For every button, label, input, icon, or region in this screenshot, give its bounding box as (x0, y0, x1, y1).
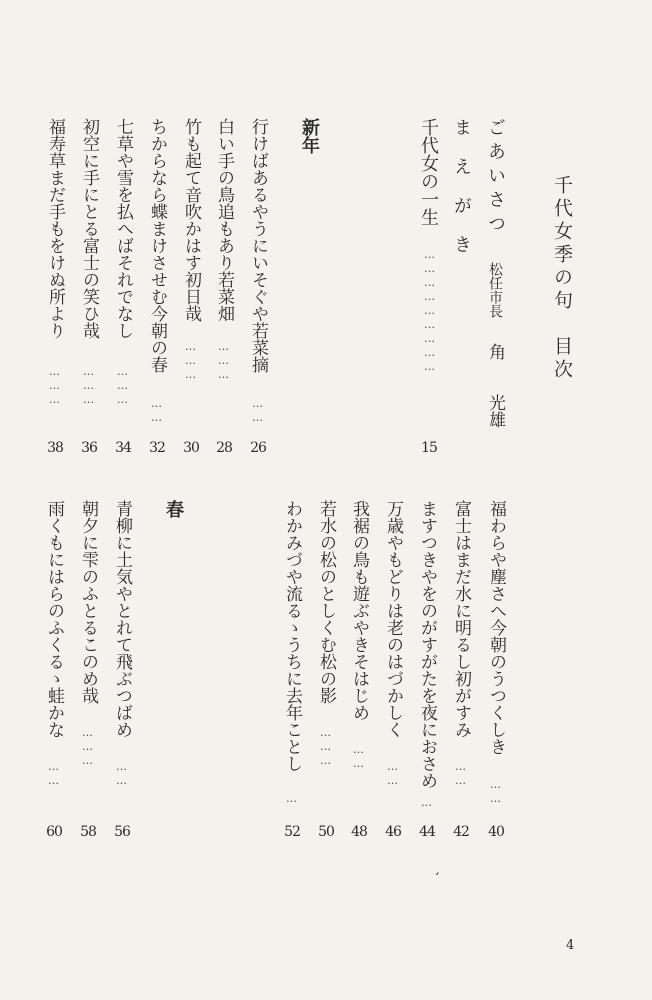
page-number: 58 (80, 824, 96, 840)
dot-leader: …… (454, 760, 467, 788)
dot-leader: ……… (82, 365, 95, 407)
dot-leader: ……… (184, 340, 197, 382)
page-number: 34 (115, 440, 131, 456)
dot-leader: … (420, 796, 433, 810)
page-number: 48 (351, 824, 367, 840)
page-number: 60 (46, 824, 62, 840)
entry-title[interactable]: 福寿草まだ手もをけぬ所より (45, 118, 65, 339)
dot-leader: ……… (217, 340, 230, 382)
entry-title[interactable]: 白い手の鳥追もあり若菜畑 (214, 118, 234, 322)
section-heading-new-year: 新年 (299, 118, 320, 154)
entry-title[interactable]: 行けばあるやうにいそぐや若菜摘 (248, 118, 268, 373)
dot-leader: … (285, 792, 298, 806)
dot-leader: ……… (81, 726, 94, 768)
dot-leader: ……… (48, 365, 61, 407)
entry-title[interactable]: 福わらや塵さへ今朝のうつくしき (486, 500, 506, 755)
dot-leader: …… (115, 760, 128, 788)
dot-leader: …… (386, 760, 399, 788)
entry-title[interactable]: 青柳に土気やとれて飛ぶつばめ (112, 500, 132, 738)
dot-leader: ……………………… (423, 248, 436, 374)
page-number: 52 (284, 824, 300, 840)
page-number: 38 (47, 440, 63, 456)
page-number: 32 (149, 440, 165, 456)
intro-preface[interactable]: ま え が き (451, 118, 472, 253)
entry-title[interactable]: ますつきやをのがすがたを夜におさめ (417, 500, 437, 789)
page-number: 56 (114, 824, 130, 840)
page-title: 千代女季の句 目次 (551, 175, 573, 382)
entry-title[interactable]: ちからなら蝶まけさせむ今朝の春 (147, 118, 167, 373)
entry-title[interactable]: わかみづや流るゝうちに去年ことし (282, 500, 302, 772)
intro-greeting[interactable]: ごあいさつ (485, 118, 506, 238)
entry-title[interactable]: 若水の松のとしくむ松の影 (316, 500, 336, 704)
dot-leader: …… (352, 743, 365, 771)
dot-leader: …… (47, 760, 60, 788)
page-number: 26 (250, 440, 266, 456)
page-number: 44 (419, 824, 435, 840)
stray-mark: , (434, 862, 444, 878)
entry-title[interactable]: 富士はまだ水に明るし初がすみ (451, 500, 471, 738)
page-number: 30 (183, 440, 199, 456)
dot-leader: …… (489, 778, 502, 806)
entry-title[interactable]: 雨くもにはらのふくるゝ蛙かな (44, 500, 64, 738)
page-number: 40 (488, 824, 504, 840)
page-number: 28 (216, 440, 232, 456)
dot-leader: ……… (116, 365, 129, 407)
footer-page-number: 4 (566, 938, 575, 953)
entry-title[interactable]: 万歳やもどりは老のはづかしく (383, 500, 403, 738)
mayor-name: 角 光雄 (485, 343, 505, 428)
entry-title[interactable]: 朝夕に雫のふとるこのめ哉 (78, 500, 98, 704)
intro-biography[interactable]: 千代女の一生 (418, 118, 439, 226)
entry-title[interactable]: 竹も起て音吹かはす初日哉 (181, 118, 201, 322)
entry-title[interactable]: 七草や雪を払へばそれでなし (113, 118, 133, 339)
page-number: 15 (421, 440, 437, 456)
dot-leader: ……… (319, 726, 332, 768)
entry-title[interactable]: 初空に手にとる富士の笑ひ哉 (79, 118, 99, 339)
page-number: 46 (385, 824, 401, 840)
page-number: 36 (81, 440, 97, 456)
entry-title[interactable]: 我裾の鳥も遊ぶやきそはじめ (349, 500, 369, 721)
dot-leader: …… (150, 397, 163, 425)
dot-leader: …… (251, 397, 264, 425)
page-number: 42 (453, 824, 469, 840)
section-heading-spring: 春 (163, 500, 184, 518)
page-number: 50 (318, 824, 334, 840)
mayor-role: 松任市長 (487, 262, 503, 318)
